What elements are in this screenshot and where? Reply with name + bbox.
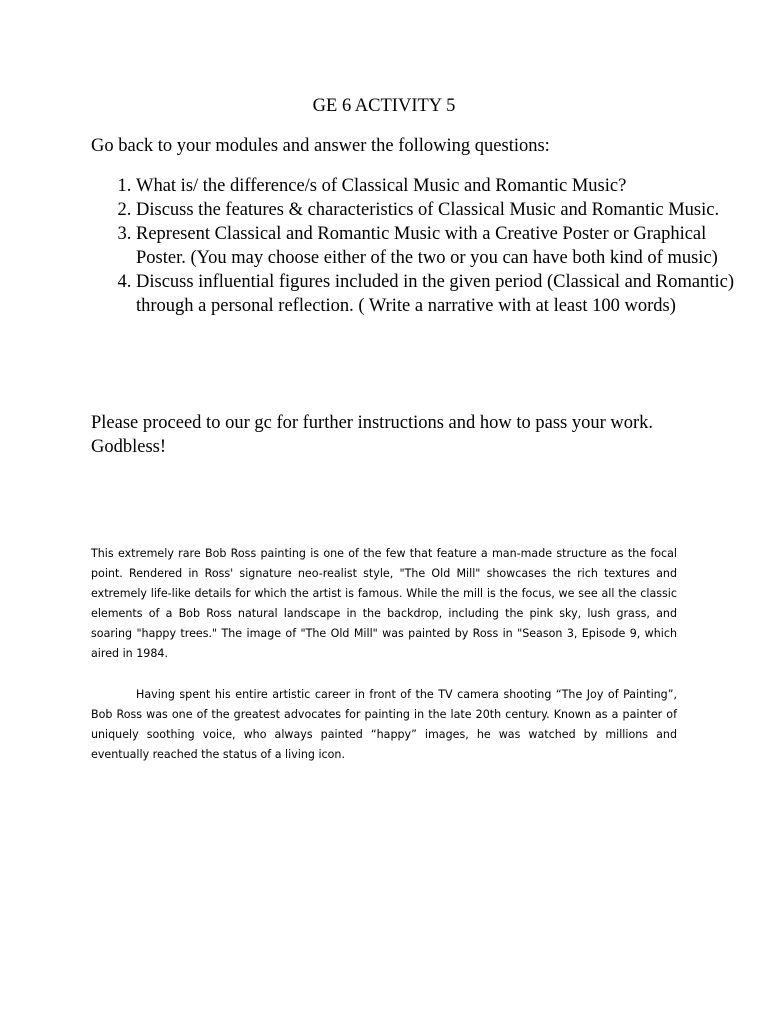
closing-signoff: Godbless! xyxy=(91,437,167,457)
closing-instruction: Please proceed to our gc for further instructions and how to pass your work. xyxy=(91,413,654,433)
question-item: 4. Discuss influential figures included in the given period (Classical and Romantic) through a personal reflection. ( Write a narrative with at least 100 words) xyxy=(136,270,736,318)
question-item: 2. Discuss the features & characteristics of Classical Music and Romantic Music. xyxy=(136,198,736,222)
paragraph-old-mill: This extremely rare Bob Ross painting is one of the few that feature a man-made structure as the focal point. Rendered in Ross' signature neo-realist style, "The Old Mill" showcases the rich textures and extremely life-like details for which the artist is famous. While the mill is the focus, we see all the classic elements of a Bob Ross natural landscape in the backdrop, including the pink sky, lush grass, and soaring "happy trees." The image of "The Old Mill" was painted by Ross in "Season 3, Episode 9, which aired in 1984. xyxy=(91,547,677,660)
questions-list xyxy=(91,174,736,318)
closing-block xyxy=(91,411,691,459)
question-item: 3. Represent Classical and Romantic Music with a Creative Poster or Graphical Poster. (You may choose either of the two or you can have both kind of music) xyxy=(136,222,736,270)
question-item: 1. What is/ the difference/s of Classical Music and Romantic Music? xyxy=(136,174,736,198)
instructions-intro: Go back to your modules and answer the following questions: xyxy=(91,136,550,156)
document-title: GE 6 ACTIVITY 5 xyxy=(312,96,456,116)
paragraph-bob-ross: Having spent his entire artistic career in front of the TV camera shooting “The Joy of Painting”, Bob Ross was one of the greatest advocates for painting in the late 20th century. Known as a painter of uniquely soothing voice, who always painted “happy” images, he was watched by millions and eventually reached the status of a living icon. xyxy=(91,688,677,761)
